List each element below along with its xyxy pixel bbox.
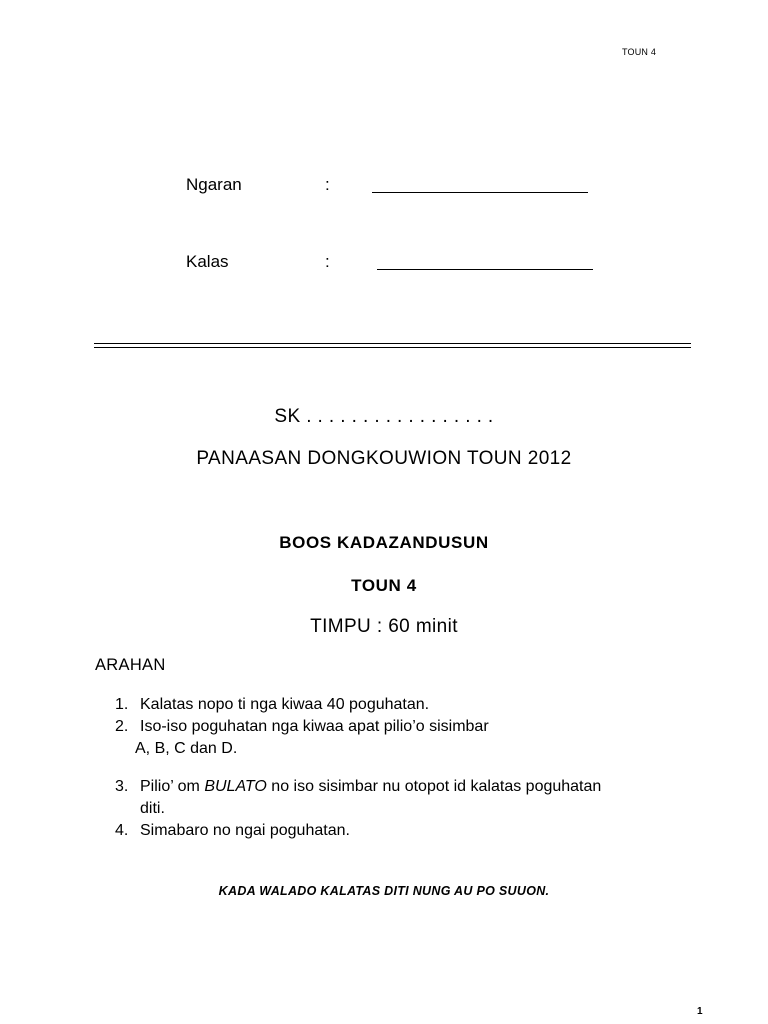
instruction-number: 1. <box>115 696 129 713</box>
page-number: 1 <box>697 1006 703 1017</box>
instruction-item <box>115 694 735 716</box>
level-title: TOUN 4 <box>351 576 417 595</box>
instruction-text: Kalatas nopo ti nga kiwaa 40 poguhatan. <box>140 696 430 713</box>
class-field-colon: : <box>325 252 330 271</box>
instruction-text <box>140 776 601 798</box>
instruction-text-continued: A, B, C dan D. <box>135 740 238 757</box>
instruction-text-pre: Pilio’ om <box>140 778 205 795</box>
instruction-number: 4. <box>115 822 129 839</box>
divider-bottom <box>94 347 691 348</box>
instruction-text-post: no iso sisimbar nu otopot id kalatas poguhatan <box>266 778 602 795</box>
instruction-item <box>115 776 735 820</box>
exam-title: PANAASAN DONGKOUWION TOUN 2012 <box>196 448 572 469</box>
instruction-text-continued: diti. <box>140 800 165 817</box>
instruction-text: Simabaro no ngai poguhatan. <box>140 822 350 839</box>
class-field-label: Kalas <box>186 252 229 271</box>
school-line: SK . . . . . . . . . . . . . . . . . <box>274 406 494 427</box>
instruction-text: Iso-iso poguhatan nga kiwaa apat pilio’o sisimbar <box>140 718 489 735</box>
subject-title: BOOS KADAZANDUSUN <box>279 533 489 552</box>
warning-note: KADA WALADO KALATAS DITI NUNG AU PO SUUON. <box>218 884 550 898</box>
instructions-heading: ARAHAN <box>95 656 166 674</box>
name-field-colon: : <box>325 175 330 194</box>
class-blank-line[interactable] <box>377 269 593 270</box>
name-blank-line[interactable] <box>372 192 588 193</box>
instruction-emphasis: BULATO <box>204 778 267 795</box>
name-field-label: Ngaran <box>186 175 242 194</box>
instruction-item <box>115 716 735 760</box>
divider-top <box>94 343 691 344</box>
header-right-label: TOUN 4 <box>622 47 657 57</box>
instruction-number: 2. <box>115 718 129 735</box>
duration: TIMPU : 60 minit <box>310 616 458 637</box>
instruction-number: 3. <box>115 778 129 795</box>
instruction-item <box>115 820 735 842</box>
